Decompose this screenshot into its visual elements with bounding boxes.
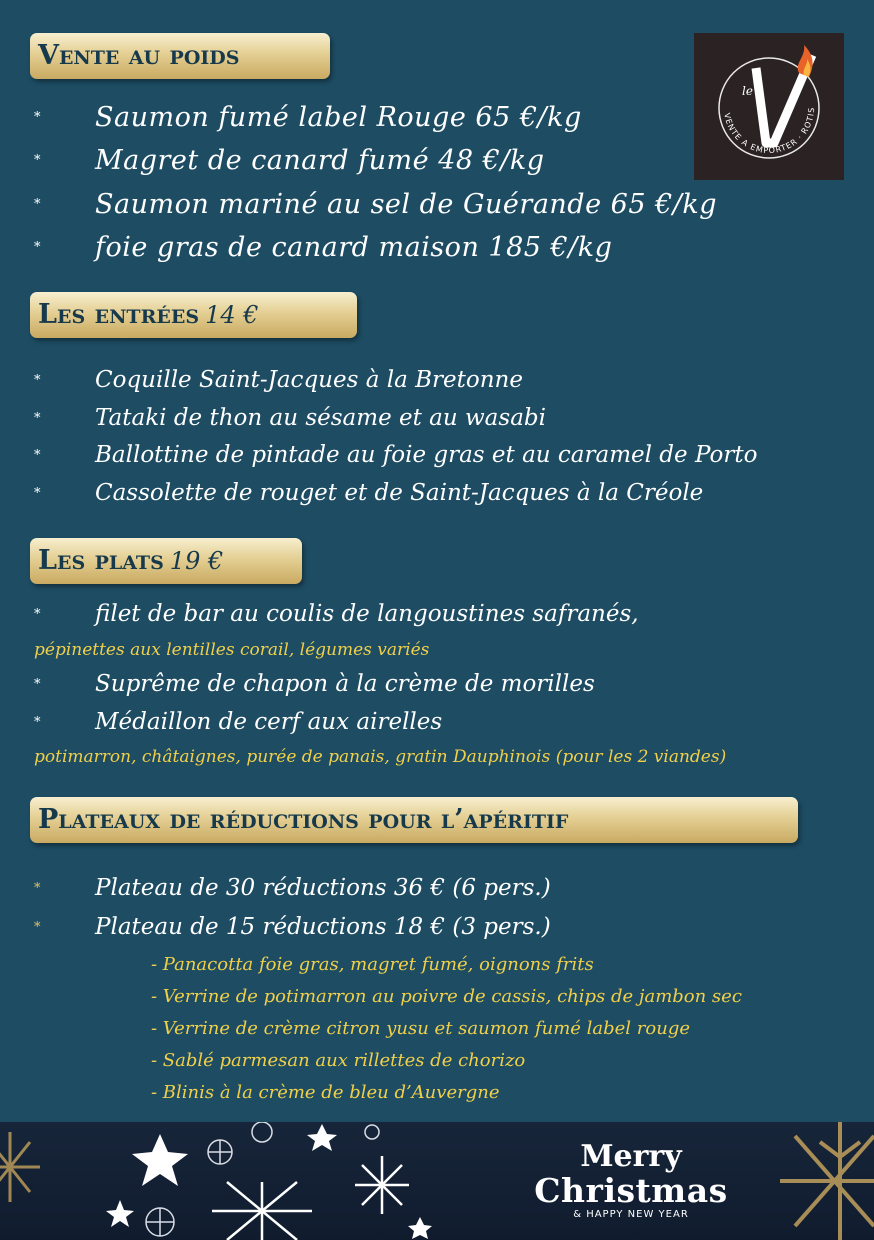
section-price: 14 € — [205, 301, 259, 329]
section-header-vente — [30, 33, 330, 79]
logo-small-text: le — [742, 84, 753, 98]
bullet-icon: * — [34, 920, 41, 935]
bullet-icon: * — [34, 411, 41, 426]
bullet-icon: * — [34, 448, 41, 463]
section-header-plats — [30, 538, 302, 584]
bullet-icon: * — [34, 373, 41, 388]
section-title: Les plats — [38, 545, 164, 576]
section-header-plateaux — [30, 797, 798, 843]
logo-ring-text: VENTE A EMPORTER · ROTIS — [722, 106, 817, 156]
bullet-icon: * — [34, 607, 41, 622]
bullet-icon: * — [34, 110, 41, 125]
bullet-icon: * — [34, 197, 41, 212]
bullet-icon: * — [34, 153, 41, 168]
bullet-icon: * — [34, 881, 41, 896]
greeting-line-1: Merry — [580, 1139, 682, 1174]
section-title: Les entrées — [38, 299, 200, 330]
greeting — [516, 1140, 746, 1222]
sub-item: - Verrine de potimarron au poivre de cassis, chips de jambon sec — [151, 986, 742, 1007]
bullet-icon: * — [34, 486, 41, 501]
sub-item: - Blinis à la crème de bleu d’Auvergne — [151, 1082, 500, 1103]
section-price: 19 € — [169, 547, 224, 575]
logo-icon — [694, 33, 844, 180]
bullet-icon: * — [34, 715, 41, 730]
sub-item: - Verrine de crème citron yusu et saumon fumé label rouge — [151, 1018, 690, 1039]
greeting-line-2: Christmas — [534, 1171, 728, 1210]
greeting-line-3: & HAPPY NEW YEAR — [573, 1209, 689, 1220]
dish-note: pépinettes aux lentilles corail, légumes variés — [34, 640, 430, 660]
sub-item: - Sablé parmesan aux rillettes de chorizo — [151, 1050, 526, 1071]
sub-item: - Panacotta foie gras, magret fumé, oignons frits — [151, 954, 594, 975]
section-title: Plateaux de réductions pour l’apéritif — [38, 804, 569, 835]
bullet-icon: * — [34, 240, 41, 255]
section-title: Vente au poids — [38, 40, 240, 71]
bullet-icon: * — [34, 677, 41, 692]
dish-note: potimarron, châtaignes, purée de panais, gratin Dauphinois (pour les 2 viandes) — [34, 747, 727, 767]
section-header-entrees — [30, 292, 357, 338]
restaurant-logo — [694, 33, 844, 180]
